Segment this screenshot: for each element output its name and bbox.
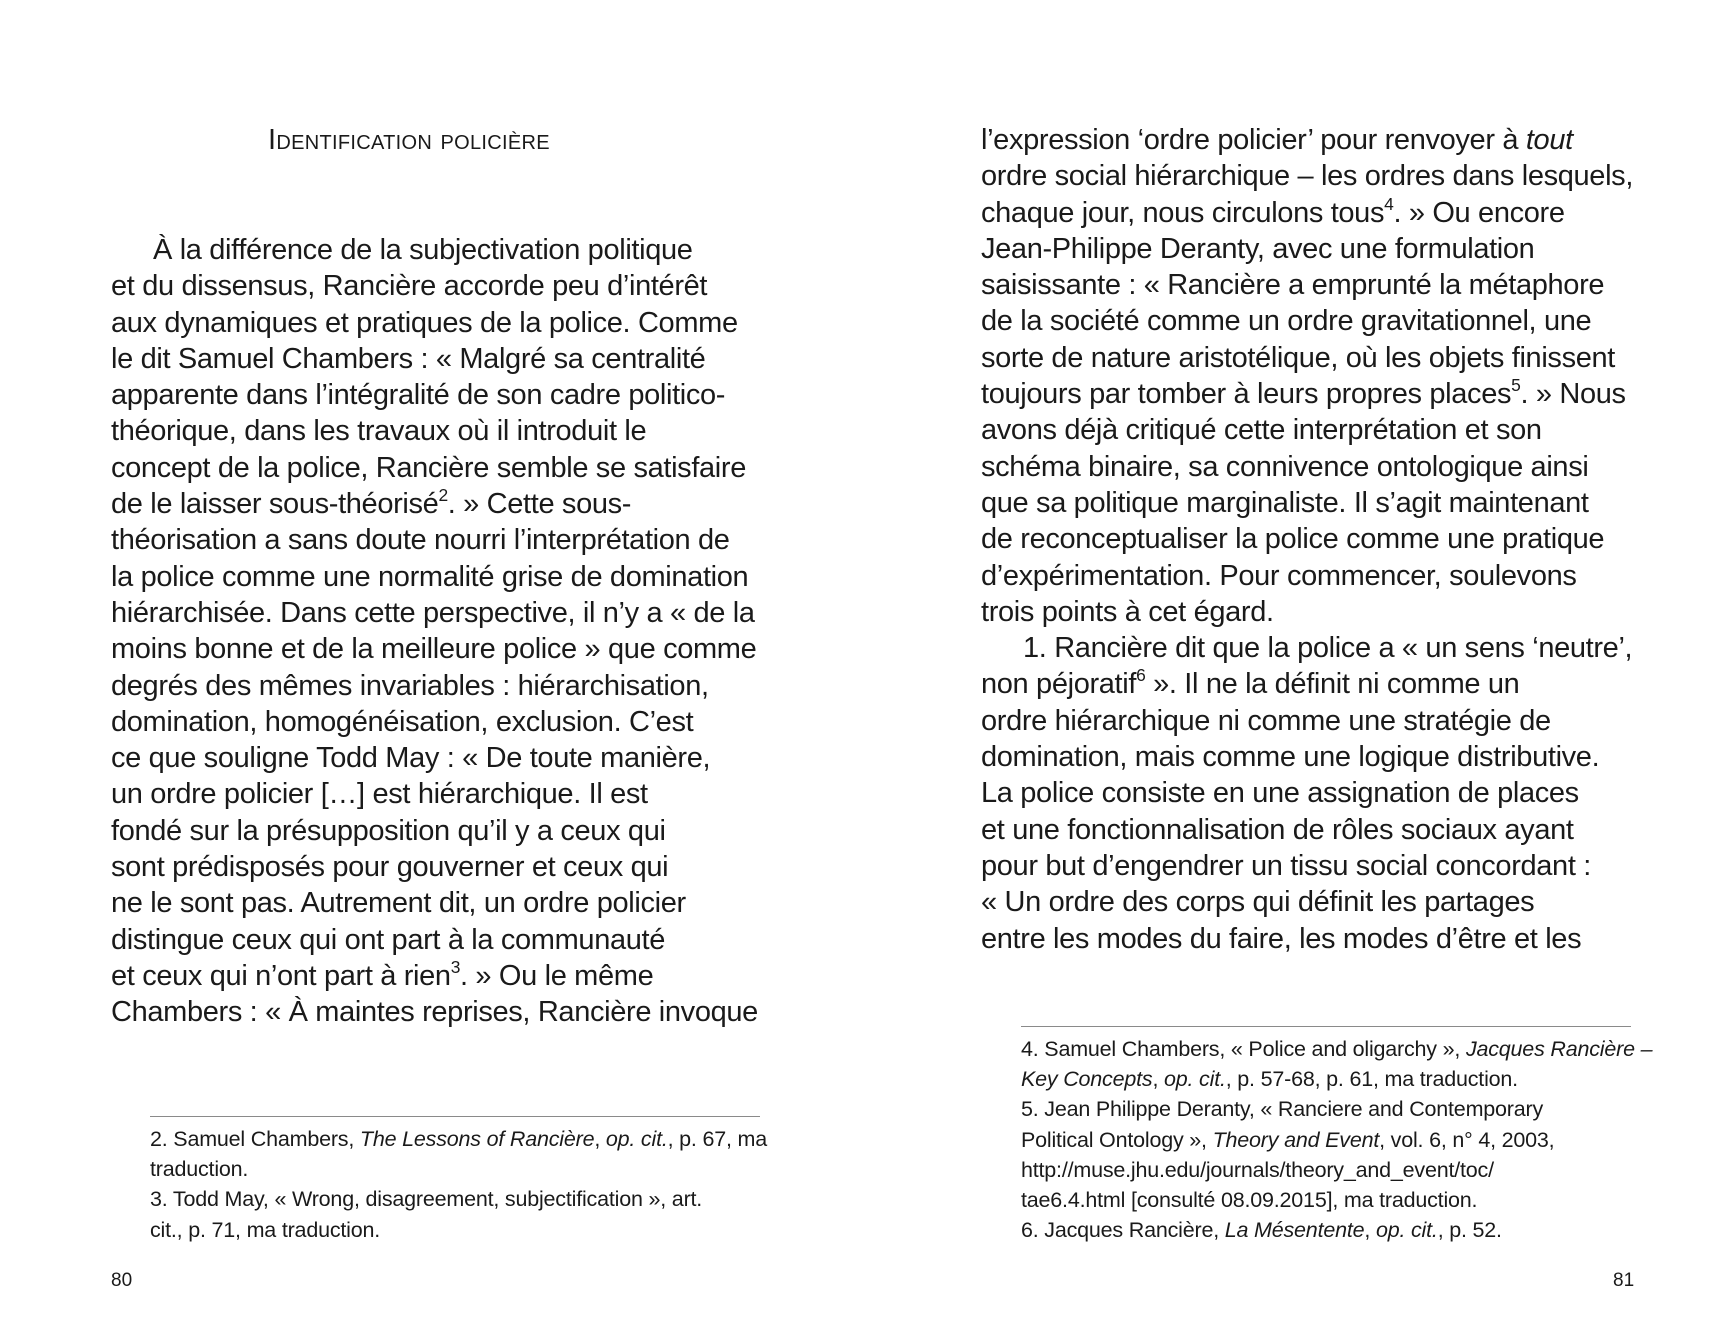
footnote-3: [150, 1184, 767, 1244]
footnote-text: http://muse.jhu.edu/journals/theory_and_event/toc/: [1021, 1157, 1494, 1182]
body-line: [981, 122, 1633, 158]
footnote-reference: 6: [1136, 665, 1146, 686]
footnote-text: 2. Samuel Chambers,: [150, 1127, 360, 1151]
body-line: [981, 812, 1633, 848]
text-run: toujours par tomber à leurs propres places: [981, 378, 1512, 411]
text-run: schéma binaire, sa connivence ontologique ainsi: [981, 450, 1589, 483]
footnote-text: 4. Samuel Chambers, « Police and oligarchy »,: [1021, 1037, 1466, 1061]
cited-title: Theory and Event: [1212, 1127, 1380, 1152]
body-line: [981, 231, 1633, 267]
footnote-reference: 5: [1511, 374, 1521, 395]
text-run: hiérarchisée. Dans cette perspective, il n’y a « de la: [111, 596, 755, 629]
italic-text: tout: [1525, 124, 1573, 156]
text-run: avons déjà critiqué cette interprétation et son: [981, 414, 1542, 447]
text-run: entre les modes du faire, les modes d’être et les: [981, 922, 1582, 955]
text-run: ordre hiérarchique ni comme une stratégie de: [981, 704, 1551, 737]
text-run: théorisation a sans doute nourri l’interprétation de: [111, 524, 730, 557]
body-line: [111, 413, 758, 449]
text-run: 1. Rancière dit que la police a « un sens ‘neutre’,: [1023, 632, 1633, 665]
footnote-text: 5. Jean Philippe Deranty, « Ranciere and Contemporary: [1021, 1097, 1544, 1122]
text-run: que sa politique marginaliste. Il s’agit maintenant: [981, 486, 1589, 519]
text-run: d’expérimentation. Pour commencer, soulevons: [981, 559, 1577, 592]
body-line: [981, 158, 1633, 194]
body-line: [111, 704, 758, 740]
text-run: de reconceptualiser la police comme une pratique: [981, 523, 1605, 556]
right-footnotes: [1021, 1034, 1652, 1245]
text-run: ». Il ne la définit ni comme un: [1145, 668, 1520, 701]
cited-title: op. cit.: [1164, 1067, 1226, 1092]
text-run: . » Ou le même: [460, 959, 654, 992]
footnote-line: [150, 1124, 767, 1154]
body-line: [981, 848, 1633, 884]
text-run: non péjoratif: [981, 668, 1137, 701]
body-line: [111, 522, 758, 558]
body-line: [111, 668, 758, 704]
text-run: sont prédisposés pour gouverner et ceux qui: [111, 851, 669, 884]
text-run: distingue ceux qui ont part à la communauté: [111, 923, 666, 956]
body-line: [111, 450, 758, 486]
body-line: [981, 195, 1633, 231]
footnote-line: [1021, 1215, 1652, 1245]
text-run: aux dynamiques et pratiques de la police. Comme: [111, 306, 738, 339]
body-line: [111, 559, 758, 595]
text-run: À la différence de la subjectivation politique: [153, 234, 693, 266]
body-line: [111, 776, 758, 812]
text-run: ne le sont pas. Autrement dit, un ordre policier: [111, 887, 686, 920]
body-line: [111, 232, 758, 268]
text-run: théorique, dans les travaux où il introduit le: [111, 415, 647, 448]
footnote-line: [150, 1184, 767, 1214]
body-line: [981, 630, 1633, 666]
text-run: . » Cette sous-: [447, 488, 632, 521]
text-run: saisissante : « Rancière a emprunté la métaphore: [981, 269, 1605, 302]
body-line: [981, 884, 1633, 920]
text-run: et du dissensus, Rancière accorde peu d’intérêt: [111, 270, 708, 303]
footnote-text: , p. 57-68, p. 61, ma traduction.: [1225, 1067, 1518, 1092]
footnote-4: [1021, 1034, 1652, 1094]
footnote-text: , p. 52.: [1437, 1218, 1502, 1243]
body-line: [111, 595, 758, 631]
body-line: [111, 740, 758, 776]
footnote-6: [1021, 1215, 1652, 1245]
body-line: [981, 594, 1633, 630]
body-line: [981, 340, 1633, 376]
footnote-text: ,: [1152, 1067, 1164, 1092]
body-line: [981, 485, 1633, 521]
body-line: [111, 268, 758, 304]
section-heading: Identification policière: [268, 124, 550, 156]
footnote-line: [1021, 1125, 1652, 1155]
body-line: [111, 486, 758, 522]
body-line: [981, 666, 1633, 702]
footnote-text: 6. Jacques Rancière,: [1021, 1218, 1225, 1243]
text-run: apparente dans l’intégralité de son cadre politico-: [111, 379, 726, 412]
text-run: et ceux qui n’ont part à rien: [111, 959, 451, 992]
body-line: [111, 377, 758, 413]
body-line: [111, 849, 758, 885]
text-run: le dit Samuel Chambers : « Malgré sa centralité: [111, 342, 706, 375]
body-line: [981, 521, 1633, 557]
body-line: [981, 558, 1633, 594]
text-run: ordre social hiérarchique – les ordres dans lesquels,: [981, 160, 1634, 193]
footnote-5: [1021, 1094, 1652, 1215]
footnote-line: [1021, 1185, 1652, 1215]
text-run: et une fonctionnalisation de rôles sociaux ayant: [981, 813, 1574, 846]
text-run: la police comme une normalité grise de domination: [111, 560, 749, 593]
text-run: « Un ordre des corps qui définit les partages: [981, 886, 1535, 919]
text-run: pour but d’engendrer un tissu social concordant :: [981, 849, 1591, 882]
text-run: domination, homogénéisation, exclusion. C’est: [111, 705, 694, 738]
body-line: [111, 631, 758, 667]
footnote-text: 3. Todd May, « Wrong, disagreement, subjectification », art.: [150, 1187, 703, 1212]
left-footnotes: [150, 1124, 767, 1245]
cited-title: La Mésentente: [1224, 1218, 1365, 1243]
text-run: de le laisser sous-théorisé: [111, 488, 439, 521]
footnote-separator: [1021, 1026, 1631, 1027]
body-line: [111, 994, 758, 1030]
body-line: [111, 305, 758, 341]
body-line: [111, 341, 758, 377]
body-line: [981, 775, 1633, 811]
text-run: chaque jour, nous circulons tous: [981, 196, 1385, 229]
footnote-text: ,: [594, 1127, 606, 1151]
text-run: fondé sur la présupposition qu’il y a ceux qui: [111, 814, 666, 847]
footnote-text: cit., p. 71, ma traduction.: [150, 1217, 381, 1242]
footnote-text: traduction.: [150, 1157, 249, 1182]
text-run: trois points à cet égard.: [981, 595, 1274, 628]
text-run: . » Nous: [1520, 378, 1626, 411]
footnote-text: , p. 67, ma: [667, 1127, 768, 1151]
footnote-line: [150, 1154, 767, 1184]
body-line: [981, 449, 1633, 485]
body-line: [111, 885, 758, 921]
text-run: l’expression ‘ordre policier’ pour renvoyer à: [981, 124, 1526, 156]
body-line: [981, 303, 1633, 339]
text-run: sorte de nature aristotélique, où les objets finissent: [981, 341, 1615, 374]
text-run: degrés des mêmes invariables : hiérarchisation,: [111, 669, 709, 702]
text-run: un ordre policier […] est hiérarchique. Il est: [111, 778, 648, 811]
page-number: 80: [111, 1270, 133, 1291]
footnote-reference: 4: [1384, 193, 1394, 214]
right-page: [866, 0, 1732, 1338]
body-line: [981, 703, 1633, 739]
text-run: concept de la police, Rancière semble se satisfaire: [111, 451, 746, 484]
footnote-reference: 2: [438, 484, 448, 505]
text-run: Chambers : « À maintes reprises, Rancière invoque: [111, 996, 758, 1029]
page-number: 81: [1613, 1270, 1635, 1291]
cited-title: op. cit.: [605, 1127, 668, 1151]
cited-title: The Lessons of Rancière: [359, 1127, 595, 1151]
text-run: ce que souligne Todd May : « De toute manière,: [111, 742, 711, 775]
cited-title: Jacques Rancière –: [1465, 1037, 1653, 1061]
cited-title: Key Concepts: [1021, 1067, 1153, 1092]
footnote-text: tae6.4.html [consulté 08.09.2015], ma traduction.: [1021, 1187, 1478, 1212]
right-body-text: [981, 122, 1633, 957]
text-run: moins bonne et de la meilleure police » que comme: [111, 633, 757, 666]
text-run: domination, mais comme une logique distributive.: [981, 741, 1600, 774]
body-line: [981, 412, 1633, 448]
text-run: . » Ou encore: [1393, 196, 1565, 229]
body-line: [981, 921, 1633, 957]
text-run: La police consiste en une assignation de places: [981, 777, 1579, 810]
footnote-line: [1021, 1064, 1652, 1094]
body-line: [111, 922, 758, 958]
body-line: [981, 376, 1633, 412]
text-run: de la société comme un ordre gravitationnel, une: [981, 305, 1592, 338]
cited-title: op. cit.: [1375, 1218, 1438, 1243]
footnote-text: , vol. 6, n° 4, 2003,: [1379, 1127, 1555, 1152]
body-line: [981, 739, 1633, 775]
body-line: [111, 958, 758, 994]
footnote-text: ,: [1364, 1218, 1376, 1243]
footnote-line: [1021, 1034, 1652, 1064]
left-body-text: [111, 232, 758, 1031]
footnote-2: [150, 1124, 767, 1184]
footnote-line: [150, 1215, 767, 1245]
footnote-reference: 3: [450, 956, 461, 977]
text-run: Jean-Philippe Deranty, avec une formulation: [981, 232, 1535, 265]
footnote-line: [1021, 1155, 1652, 1185]
footnote-separator: [150, 1116, 760, 1117]
body-line: [981, 267, 1633, 303]
body-line: [111, 813, 758, 849]
footnote-line: [1021, 1094, 1652, 1124]
footnote-text: Political Ontology »,: [1021, 1127, 1213, 1152]
